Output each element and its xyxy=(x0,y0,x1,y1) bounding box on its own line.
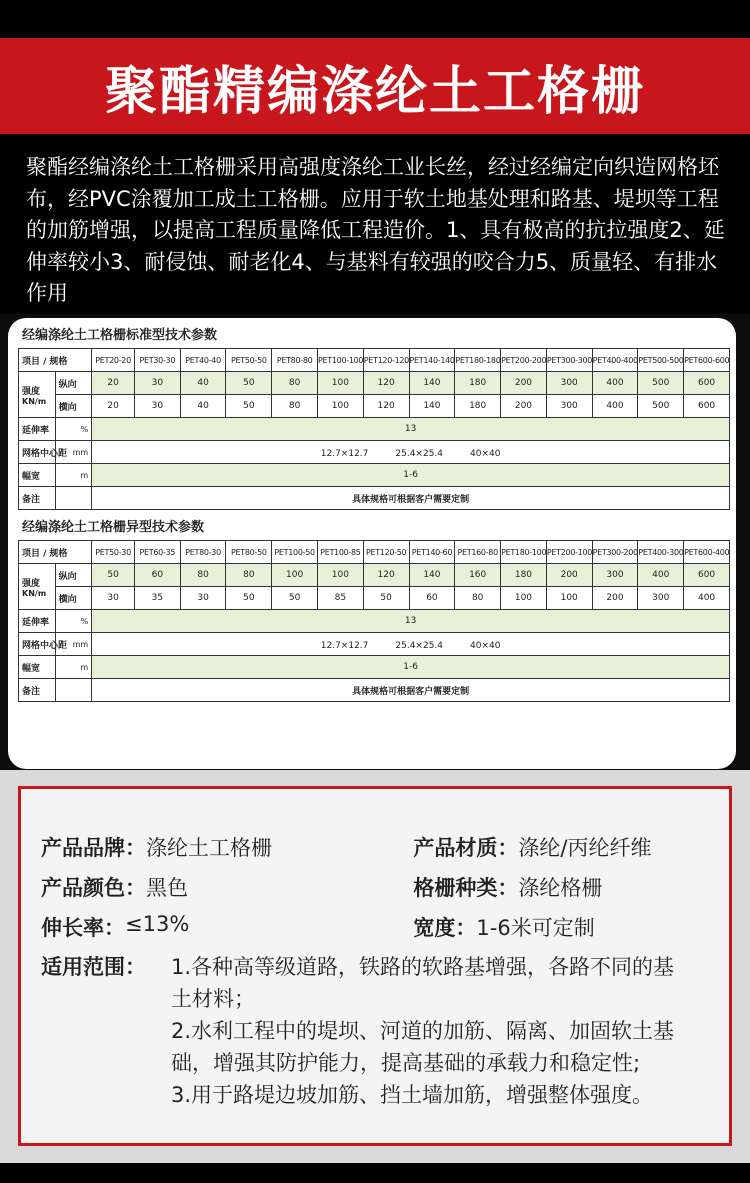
width-key: 宽度： xyxy=(413,916,477,940)
transverse-value: 30 xyxy=(134,395,180,418)
elongation-value: ≤13% xyxy=(125,912,190,936)
spec-header-cell: PET180-180 xyxy=(455,349,501,372)
transverse-value: 100 xyxy=(318,395,364,418)
page-title: 聚酯精编涤纶土工格栅 xyxy=(104,61,645,122)
bottom-band xyxy=(0,1163,750,1183)
type-value: 涤纶格栅 xyxy=(518,876,603,900)
transverse-value: 20 xyxy=(92,395,135,418)
transverse-value: 85 xyxy=(318,587,364,610)
tables-root xyxy=(18,324,730,702)
transverse-value: 400 xyxy=(684,587,730,610)
transverse-value: 180 xyxy=(455,395,501,418)
note-label: 备注 xyxy=(19,487,56,510)
longitudinal-value: 140 xyxy=(409,372,455,395)
longitudinal-value: 20 xyxy=(92,372,135,395)
intro-section xyxy=(0,134,750,314)
mesh-unit: mm xyxy=(55,633,92,656)
table-row xyxy=(19,564,730,587)
scope-item: 3.用于路堤边坡加筋、挡土墙加筋，增强整体强度。 xyxy=(171,1083,654,1107)
longitudinal-value: 400 xyxy=(592,372,638,395)
note-unit xyxy=(55,679,92,702)
transverse-value: 140 xyxy=(409,395,455,418)
elongation-key: 伸长率： xyxy=(41,916,125,940)
transverse-label: 横向 xyxy=(55,587,92,610)
longitudinal-value: 80 xyxy=(180,564,226,587)
transverse-value: 100 xyxy=(546,587,592,610)
longitudinal-value: 300 xyxy=(592,564,638,587)
longitudinal-value: 100 xyxy=(318,564,364,587)
spec-header-cell: PET100-50 xyxy=(272,541,318,564)
strength-label: 强度 xyxy=(22,386,41,397)
spec-header-cell: PET20-20 xyxy=(92,349,135,372)
transverse-value: 50 xyxy=(272,587,318,610)
spec-header-cell: PET600-400 xyxy=(684,541,730,564)
scope-key: 适用范围： xyxy=(41,955,146,979)
note-unit xyxy=(55,487,92,510)
note-value: 具体规格可根据客户需要定制 xyxy=(92,679,730,702)
spec-header-cell: PET140-140 xyxy=(409,349,455,372)
spec-header-cell: PET600-600 xyxy=(684,349,730,372)
mesh-value: 12.7×12.7 25.4×25.4 40×40 xyxy=(92,633,730,656)
width-unit: m xyxy=(55,464,92,487)
transverse-value: 300 xyxy=(638,587,684,610)
item-spec-header: 项目 / 规格 xyxy=(19,541,92,564)
longitudinal-value: 300 xyxy=(546,372,592,395)
product-info-box xyxy=(18,786,732,1146)
spec-header-cell: PET100-100 xyxy=(318,349,364,372)
spec-table xyxy=(18,348,730,510)
longitudinal-value: 30 xyxy=(134,372,180,395)
brand-cell xyxy=(41,832,413,862)
info-row-brand xyxy=(41,827,709,867)
spec-header-cell: PET400-300 xyxy=(638,541,684,564)
elongation-value: 13 xyxy=(92,418,730,441)
spec-header-cell: PET300-300 xyxy=(546,349,592,372)
longitudinal-value: 40 xyxy=(180,372,226,395)
top-band xyxy=(0,0,750,38)
spec-header-cell: PET400-400 xyxy=(592,349,638,372)
spec-header-cell: PET180-100 xyxy=(501,541,547,564)
spec-header-cell: PET80-50 xyxy=(226,541,272,564)
table-row xyxy=(19,656,730,679)
scope-item: 1.各种高等级道路，铁路的软路基增强，各路不同的基 土材料； xyxy=(171,955,696,1011)
strength-label: 强度 xyxy=(22,578,41,589)
longitudinal-value: 400 xyxy=(638,564,684,587)
longitudinal-value: 120 xyxy=(363,372,409,395)
width-value: 1-6米可定制 xyxy=(476,916,595,940)
table-row xyxy=(19,395,730,418)
transverse-value: 50 xyxy=(226,395,272,418)
spec-header-cell: PET60-35 xyxy=(134,541,180,564)
elongation-unit: % xyxy=(55,418,92,441)
transverse-value: 50 xyxy=(226,587,272,610)
table-row xyxy=(19,633,730,656)
spec-header-cell: PET50-50 xyxy=(226,349,272,372)
spec-tables-section xyxy=(0,314,750,770)
longitudinal-value: 80 xyxy=(226,564,272,587)
spec-header-cell: PET80-30 xyxy=(180,541,226,564)
width-value: 1-6 xyxy=(92,656,730,679)
width-label: 幅宽 xyxy=(19,464,56,487)
color-value: 黑色 xyxy=(146,876,188,900)
spec-header-cell: PET300-200 xyxy=(592,541,638,564)
special-table xyxy=(18,516,730,702)
elongation-cell xyxy=(41,912,413,942)
material-cell xyxy=(413,832,709,862)
transverse-value: 500 xyxy=(638,395,684,418)
transverse-value: 30 xyxy=(92,587,135,610)
transverse-value: 100 xyxy=(501,587,547,610)
width-value: 1-6 xyxy=(92,464,730,487)
longitudinal-value: 100 xyxy=(272,564,318,587)
spec-header-cell: PET120-120 xyxy=(363,349,409,372)
product-info-section xyxy=(0,770,750,1163)
material-value: 涤纶/丙纶纤维 xyxy=(518,836,652,860)
transverse-value: 200 xyxy=(592,587,638,610)
color-key: 产品颜色： xyxy=(41,876,146,900)
mesh-value: 12.7×12.7 25.4×25.4 40×40 xyxy=(92,441,730,464)
item-spec-header: 项目 / 规格 xyxy=(19,349,92,372)
spec-header-cell: PET100-85 xyxy=(318,541,364,564)
transverse-value: 400 xyxy=(592,395,638,418)
note-label: 备注 xyxy=(19,679,56,702)
transverse-value: 40 xyxy=(180,395,226,418)
longitudinal-value: 600 xyxy=(684,372,730,395)
strength-label-cell xyxy=(19,372,56,418)
strength-unit: KN/m xyxy=(22,396,47,406)
table-row xyxy=(19,587,730,610)
longitudinal-value: 180 xyxy=(455,372,501,395)
table-row xyxy=(19,372,730,395)
spec-table xyxy=(18,540,730,702)
intro-text: 聚酯经编涤纶土工格栅采用高强度涤纶工业长丝，经过经编定向织造网格坯布，经PVC涂覆加工成土工格栅。应用于软土地基处理和路基、堤坝等工程的加筋增强，以提高工程质量降低工程造价。1、具有极高的抗拉强度2、延伸率较小3、耐侵蚀、耐老化4、与基料有较强的咬合力5、质量轻、有排水作用 xyxy=(26,155,725,305)
longitudinal-label: 纵向 xyxy=(55,564,92,587)
table-row xyxy=(19,464,730,487)
spec-tables-card xyxy=(8,318,736,769)
elongation-label: 延伸率 xyxy=(19,418,56,441)
longitudinal-value: 140 xyxy=(409,564,455,587)
transverse-value: 120 xyxy=(363,395,409,418)
table-heading: 经编涤纶土工格栅标准型技术参数 xyxy=(22,328,218,343)
brand-key: 产品品牌： xyxy=(41,836,146,860)
spec-header-cell: PET160-80 xyxy=(455,541,501,564)
color-cell xyxy=(41,872,413,902)
table-row xyxy=(19,441,730,464)
width-cell xyxy=(413,912,709,942)
transverse-value: 80 xyxy=(455,587,501,610)
elongation-value: 13 xyxy=(92,610,730,633)
material-key: 产品材质： xyxy=(413,836,519,860)
transverse-value: 200 xyxy=(501,395,547,418)
longitudinal-value: 50 xyxy=(226,372,272,395)
spec-header-cell: PET30-30 xyxy=(134,349,180,372)
transverse-value: 300 xyxy=(546,395,592,418)
transverse-value: 60 xyxy=(409,587,455,610)
longitudinal-label: 纵向 xyxy=(55,372,92,395)
table-heading: 经编涤纶土工格栅异型技术参数 xyxy=(22,520,205,535)
transverse-value: 30 xyxy=(180,587,226,610)
spec-header-cell: PET50-30 xyxy=(92,541,135,564)
width-label: 幅宽 xyxy=(19,656,56,679)
spec-header-cell: PET200-100 xyxy=(546,541,592,564)
strength-label-cell xyxy=(19,564,56,610)
scope-list xyxy=(171,951,709,1111)
longitudinal-value: 200 xyxy=(501,372,547,395)
longitudinal-value: 160 xyxy=(455,564,501,587)
table-row xyxy=(19,487,730,510)
info-row-elongation xyxy=(41,907,709,947)
elongation-unit: % xyxy=(55,610,92,633)
spec-header-cell: PET40-40 xyxy=(180,349,226,372)
elongation-label: 延伸率 xyxy=(19,610,56,633)
longitudinal-value: 80 xyxy=(272,372,318,395)
transverse-value: 80 xyxy=(272,395,318,418)
longitudinal-value: 200 xyxy=(546,564,592,587)
mesh-label: 网格中心距 xyxy=(19,633,56,656)
spec-header-cell: PET200-200 xyxy=(501,349,547,372)
info-row-color xyxy=(41,867,709,907)
longitudinal-value: 180 xyxy=(501,564,547,587)
table-row xyxy=(19,541,730,564)
spec-header-cell: PET80-80 xyxy=(272,349,318,372)
mesh-label: 网格中心距 xyxy=(19,441,56,464)
standard-table xyxy=(18,324,730,510)
table-row xyxy=(19,349,730,372)
transverse-value: 50 xyxy=(363,587,409,610)
table-row xyxy=(19,610,730,633)
longitudinal-value: 60 xyxy=(134,564,180,587)
longitudinal-value: 120 xyxy=(363,564,409,587)
type-key: 格栅种类： xyxy=(413,876,519,900)
longitudinal-value: 50 xyxy=(92,564,135,587)
mesh-unit: mm xyxy=(55,441,92,464)
spec-header-cell: PET120-50 xyxy=(363,541,409,564)
spec-header-cell: PET140-60 xyxy=(409,541,455,564)
transverse-value: 600 xyxy=(684,395,730,418)
longitudinal-value: 100 xyxy=(318,372,364,395)
spec-header-cell: PET500-500 xyxy=(638,349,684,372)
width-unit: m xyxy=(55,656,92,679)
longitudinal-value: 600 xyxy=(684,564,730,587)
scope-item: 2.水利工程中的堤坝、河道的加筋、隔离、加固软土基 础，增强其防护能力，提高基础的承载力和稳定性; xyxy=(171,1019,696,1075)
note-value: 具体规格可根据客户需要定制 xyxy=(92,487,730,510)
title-banner xyxy=(0,38,750,134)
table-row xyxy=(19,679,730,702)
table-row xyxy=(19,418,730,441)
transverse-value: 35 xyxy=(134,587,180,610)
transverse-label: 横向 xyxy=(55,395,92,418)
type-cell xyxy=(413,872,709,902)
scope-row xyxy=(41,951,709,1111)
longitudinal-value: 500 xyxy=(638,372,684,395)
brand-value: 涤纶土工格栅 xyxy=(146,836,272,860)
strength-unit: KN/m xyxy=(22,588,47,598)
